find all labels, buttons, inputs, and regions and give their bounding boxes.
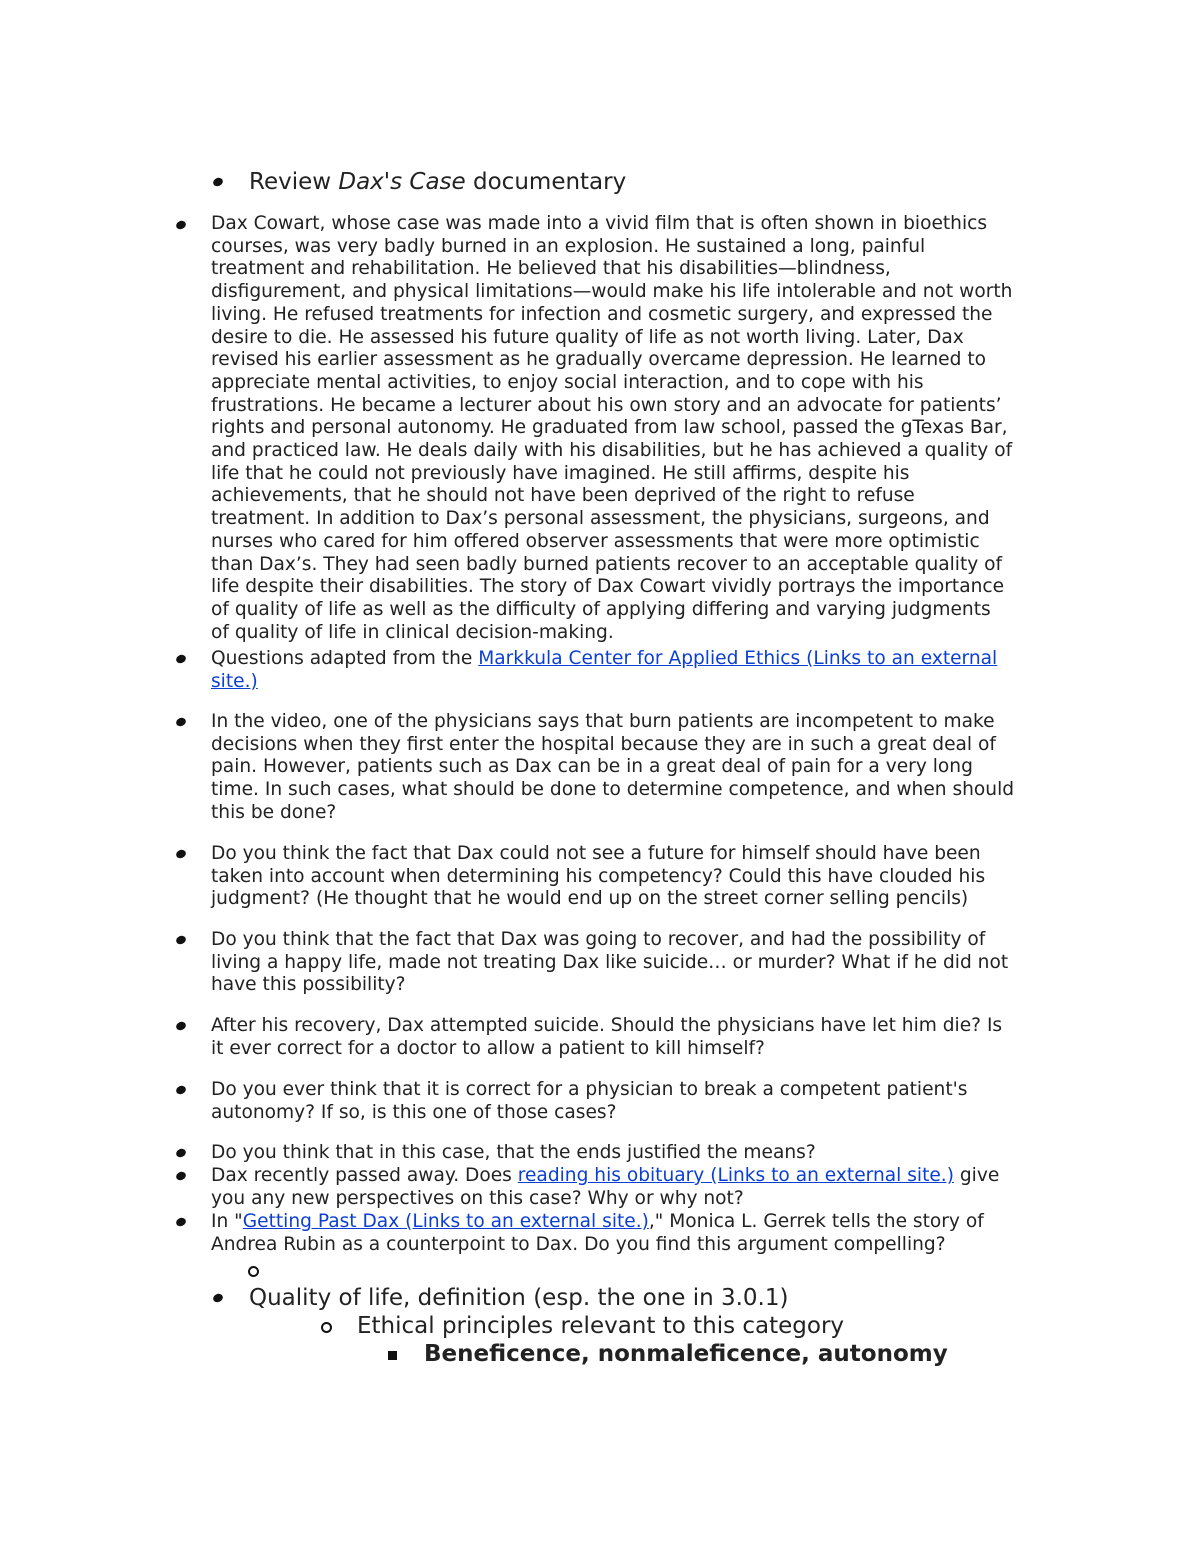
question-3 bbox=[211, 929, 1008, 997]
summary-lines-line: disfigurement, and physical limitations—would make his life intolerable and not worth bbox=[211, 281, 1013, 303]
q1-lines-line: pain. However, patients such as Dax can be in a great deal of pain for a very long bbox=[211, 756, 973, 778]
bullet-disc-icon bbox=[175, 219, 187, 230]
question-5 bbox=[211, 1079, 967, 1124]
summary-lines-line: achievements, that he should not have been deprived of the right to refuse bbox=[211, 485, 915, 507]
q7-line2: you any new perspectives on this case? Why or why not? bbox=[211, 1187, 744, 1209]
summary-lines-line: of quality of life in clinical decision-making. bbox=[211, 621, 614, 643]
summary-lines-line: life despite their disabilities. The story of Dax Cowart vividly portrays the importance bbox=[211, 576, 1005, 598]
q8-prefix: In " bbox=[211, 1211, 243, 1232]
q7-prefix: Dax recently passed away. Does bbox=[211, 1165, 518, 1186]
q5-lines-line: Do you ever think that it is correct for a physician to break a competent patient's bbox=[211, 1079, 968, 1100]
summary-lines-line: desire to die. He assessed his future quality of life as not worth living. Later, Dax bbox=[211, 326, 964, 348]
summary-lines-line: and practiced law. He deals daily with his disabilities, but he has achieved a quality of bbox=[211, 440, 1013, 462]
summary-lines-line: than Dax’s. They had seen badly burned patients recover to an acceptable quality of bbox=[211, 553, 1003, 575]
bullet-square-icon bbox=[388, 1351, 397, 1360]
summary-lines-line: treatment and rehabilitation. He believed that his disabilities—blindness, bbox=[211, 258, 891, 280]
summary-lines-line: living. He refused treatments for infection and cosmetic surgery, and expressed the bbox=[211, 303, 993, 325]
summary-lines-line: frustrations. He became a lecturer about his own story and an advocate for patients’ bbox=[211, 394, 1002, 416]
outline-level-1: Quality of life, definition (esp. the one in 3.0.1) bbox=[249, 1285, 789, 1311]
bullet-disc-icon bbox=[175, 1147, 187, 1158]
heading-prefix: Review bbox=[249, 169, 339, 195]
bullet-disc-icon bbox=[212, 176, 224, 187]
q8-line2: Andrea Rubin as a counterpoint to Dax. Do you find this argument compelling? bbox=[211, 1233, 946, 1255]
heading-italic-title: Dax's Case bbox=[338, 169, 466, 195]
question-7 bbox=[211, 1165, 999, 1210]
q1-lines-line: time. In such cases, what should be done to determine competence, and when should bbox=[211, 779, 1015, 801]
bullet-disc-icon bbox=[175, 1170, 187, 1181]
markkula-link[interactable]: Markkula Center for Applied Ethics (Links to an external bbox=[478, 648, 998, 669]
question-1 bbox=[211, 711, 1014, 825]
q2-lines-line: taken into account when determining his competency? Could this have clouded his bbox=[211, 865, 986, 887]
summary-lines-line: rights and personal autonomy. He graduated from law school, passed the gTexas Bar, bbox=[211, 417, 1008, 439]
outline-level-2: Ethical principles relevant to this category bbox=[357, 1313, 845, 1339]
question-2 bbox=[211, 843, 985, 911]
getting-past-dax-link[interactable]: Getting Past Dax (Links to an external site.) bbox=[242, 1211, 649, 1232]
summary-lines-line: nurses who cared for him offered observer assessments that were more optimistic bbox=[211, 530, 980, 552]
heading-suffix: documentary bbox=[465, 169, 627, 195]
question-8 bbox=[211, 1211, 984, 1256]
heading-review bbox=[249, 168, 626, 196]
q7-suffix: give bbox=[953, 1165, 1000, 1186]
q3-lines-line: have this possibility? bbox=[211, 974, 406, 996]
bullet-ring-icon bbox=[321, 1322, 332, 1333]
q3-lines-line: living a happy life, made not treating Dax like suicide… or murder? What if he did not bbox=[211, 951, 1009, 973]
q3-lines-line: Do you think that the fact that Dax was going to recover, and had the possibility of bbox=[211, 929, 986, 950]
question-6: Do you think that in this case, that the ends justified the means? bbox=[211, 1142, 816, 1163]
summary-paragraph bbox=[211, 213, 1012, 644]
bullet-disc-icon bbox=[175, 1216, 187, 1227]
bullet-disc-icon bbox=[175, 1084, 187, 1095]
summary-lines-line: life that he could not previously have imagined. He still affirms, despite his bbox=[211, 462, 910, 484]
markkula-link-cont[interactable]: site.) bbox=[211, 670, 258, 692]
bullet-disc-icon bbox=[175, 1020, 187, 1031]
question-4 bbox=[211, 1015, 1002, 1060]
summary-lines-line: treatment. In addition to Dax’s personal assessment, the physicians, surgeons, and bbox=[211, 508, 990, 530]
q4-lines-line: it ever correct for a doctor to allow a patient to kill himself? bbox=[211, 1037, 765, 1059]
summary-lines-line: appreciate mental activities, to enjoy social interaction, and to cope with his bbox=[211, 371, 924, 393]
q5-lines-line: autonomy? If so, is this one of those cases? bbox=[211, 1101, 617, 1123]
summary-lines-line: revised his earlier assessment as he gradually overcame depression. He learned to bbox=[211, 349, 986, 371]
bullet-disc-icon bbox=[212, 1292, 224, 1303]
q1-lines-line: this be done? bbox=[211, 801, 337, 823]
outline-level-3: Beneficence, nonmaleficence, autonomy bbox=[424, 1341, 948, 1367]
bullet-disc-icon bbox=[175, 716, 187, 727]
bullet-ring-icon bbox=[248, 1266, 259, 1277]
questions-intro bbox=[211, 648, 997, 693]
summary-lines-line: of quality of life as well as the difficulty of applying differing and varying judgments bbox=[211, 598, 991, 620]
bullet-disc-icon bbox=[175, 653, 187, 664]
q4-lines-line: After his recovery, Dax attempted suicide. Should the physicians have let him die? Is bbox=[211, 1015, 1003, 1036]
q2-lines-line: Do you think the fact that Dax could not see a future for himself should have been bbox=[211, 843, 981, 864]
q1-lines-line: decisions when they first enter the hospital because they are in such a great deal of bbox=[211, 733, 996, 755]
questions-intro-prefix: Questions adapted from the bbox=[211, 648, 479, 669]
summary-lines-line: courses, was very badly burned in an explosion. He sustained a long, painful bbox=[211, 235, 926, 257]
q8-suffix: ," Monica L. Gerrek tells the story of bbox=[648, 1211, 984, 1232]
summary-lines-line: Dax Cowart, whose case was made into a vivid film that is often shown in bioethics bbox=[211, 213, 988, 234]
q1-lines-line: In the video, one of the physicians says that burn patients are incompetent to make bbox=[211, 711, 995, 732]
bullet-disc-icon bbox=[175, 848, 187, 859]
bullet-disc-icon bbox=[175, 934, 187, 945]
obituary-link[interactable]: reading his obituary (Links to an external site.) bbox=[517, 1165, 954, 1186]
q2-lines-line: judgment? (He thought that he would end up on the street corner selling pencils) bbox=[211, 888, 969, 910]
